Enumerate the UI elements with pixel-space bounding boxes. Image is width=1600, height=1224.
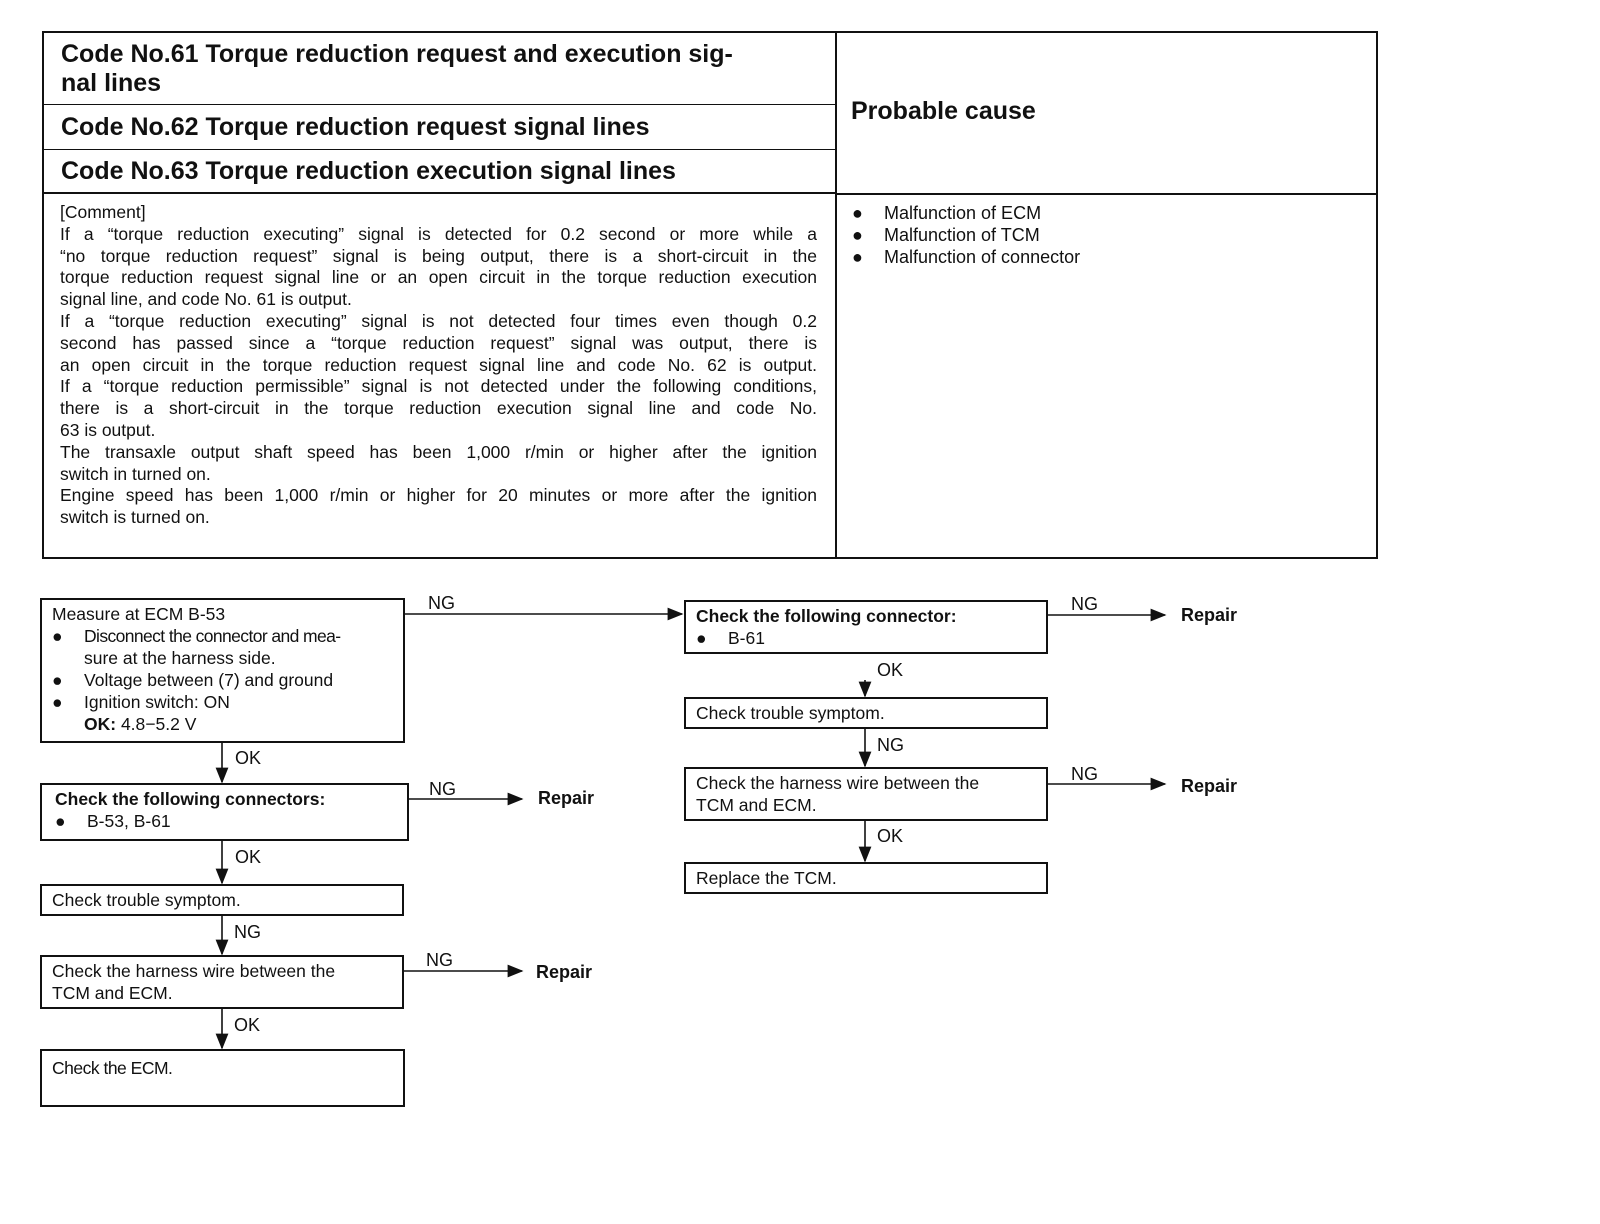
ng-label: NG [1071, 594, 1098, 614]
comment-line: If a “torque reduction executing” signal is detected for 0.2 second or more while a [60, 223, 817, 244]
ng-label: NG [429, 779, 456, 799]
check-connectors-box [40, 783, 409, 841]
comment-line: torque reduction request signal line or an open circuit in the torque reduction execution [60, 267, 817, 288]
comment-line: there is a short-circuit in the torque reduction execution signal line and code No. [60, 398, 817, 419]
bullet-icon: ● [52, 670, 63, 690]
box-item [52, 669, 393, 691]
repair-label: Repair [536, 962, 593, 982]
box-item [52, 647, 393, 669]
box-text: Check the harness wire between the [696, 773, 980, 793]
ok-label: OK [877, 660, 904, 680]
heading-line: nal lines [61, 69, 162, 97]
item-text: sure at the harness side. [84, 648, 276, 668]
comment-line: If a “torque reduction executing” signal is not detected four times even though 0.2 [60, 310, 817, 331]
ok-label: OK [877, 826, 904, 846]
repair-label: Repair [1181, 776, 1238, 796]
check-harness-box [40, 955, 404, 1009]
check-harness-box-right [684, 767, 1048, 821]
ng-label: NG [428, 593, 455, 613]
ng-label: NG [426, 950, 453, 970]
repair-label: Repair [538, 788, 595, 808]
comment-line: Engine speed has been 1,000 r/min or higher for 20 minutes or more after the ignition [60, 485, 817, 506]
cause-text: Malfunction of ECM [884, 203, 1042, 223]
check-trouble-symptom-box: Check trouble symptom. [40, 884, 404, 916]
comment-line: signal line, and code No. 61 is output. [60, 289, 352, 310]
check-trouble-symptom-box-right: Check trouble symptom. [684, 697, 1048, 729]
box-text: Check the harness wire between the [52, 961, 336, 981]
heading-line: Code No.61 Torque reduction request and execution sig- [61, 40, 733, 68]
check-connector-b61-box [684, 600, 1048, 654]
code-62-heading: Code No.62 Torque reduction request signal lines [43, 105, 836, 150]
box-text: TCM and ECM. [696, 795, 817, 815]
box-item [696, 627, 1036, 649]
box-text: TCM and ECM. [52, 983, 173, 1003]
replace-tcm-box: Replace the TCM. [684, 862, 1048, 894]
box-title: Check the following connectors: [55, 789, 326, 809]
bullet-icon: ● [55, 811, 66, 831]
cause-text: Malfunction of connector [884, 247, 1081, 267]
check-ecm-box: Check the ECM. [40, 1049, 405, 1107]
repair-label: Repair [1181, 605, 1238, 625]
item-text: Disconnect the connector and mea- [84, 626, 341, 646]
bullet-icon: ● [52, 626, 63, 646]
box-item [52, 625, 393, 647]
bullet-icon: ● [696, 628, 707, 648]
measure-ecm-box [40, 598, 405, 743]
box-item [55, 810, 397, 832]
comment-line: If a “torque reduction permissible” signal is not detected under the following conditions, [60, 376, 817, 397]
box-title: Check the following connector: [696, 606, 957, 626]
comment-line: [Comment] [60, 202, 146, 222]
comment-line: “no torque reduction request” signal is being output, there is a short-circuit in the [60, 245, 817, 266]
box-title: Measure at ECM B-53 [52, 604, 226, 624]
bullet-icon: ● [52, 692, 63, 712]
code-63-heading: Code No.63 Torque reduction execution signal lines [43, 150, 836, 194]
cause-text: Malfunction of TCM [884, 225, 1040, 245]
ng-label: NG [877, 735, 904, 755]
comment-line: switch in turned on. [60, 463, 211, 484]
item-text: B-53, B-61 [87, 811, 171, 831]
ok-label: OK [235, 748, 262, 768]
comment-line: an open circuit in the torque reduction request signal line and code No. 62 is output. [60, 354, 817, 375]
ok-value: 4.8−5.2 V [120, 714, 197, 734]
box-item [52, 691, 393, 713]
comment-line: second has passed since a “torque reduction request” signal was output, there is [60, 332, 817, 353]
ok-criterion [52, 713, 393, 735]
ng-label: NG [234, 922, 261, 942]
ok-label: OK [234, 1015, 261, 1035]
comment-line: The transaxle output shaft speed has been 1,000 r/min or higher after the ignition [60, 441, 817, 462]
ng-label: NG [1071, 764, 1098, 784]
ok-label: OK: [84, 714, 117, 734]
item-text: B-61 [728, 628, 765, 648]
ok-label: OK [235, 847, 262, 867]
comment-line: 63 is output. [60, 419, 156, 440]
bullet-icon: ● [852, 203, 863, 223]
item-text: Ignition switch: ON [84, 692, 230, 712]
bullet-icon: ● [852, 247, 863, 267]
bullet-icon: ● [852, 225, 863, 245]
probable-cause-heading: Probable cause [851, 97, 1036, 125]
comment-line: switch is turned on. [60, 507, 210, 528]
item-text: Voltage between (7) and ground [84, 670, 334, 690]
